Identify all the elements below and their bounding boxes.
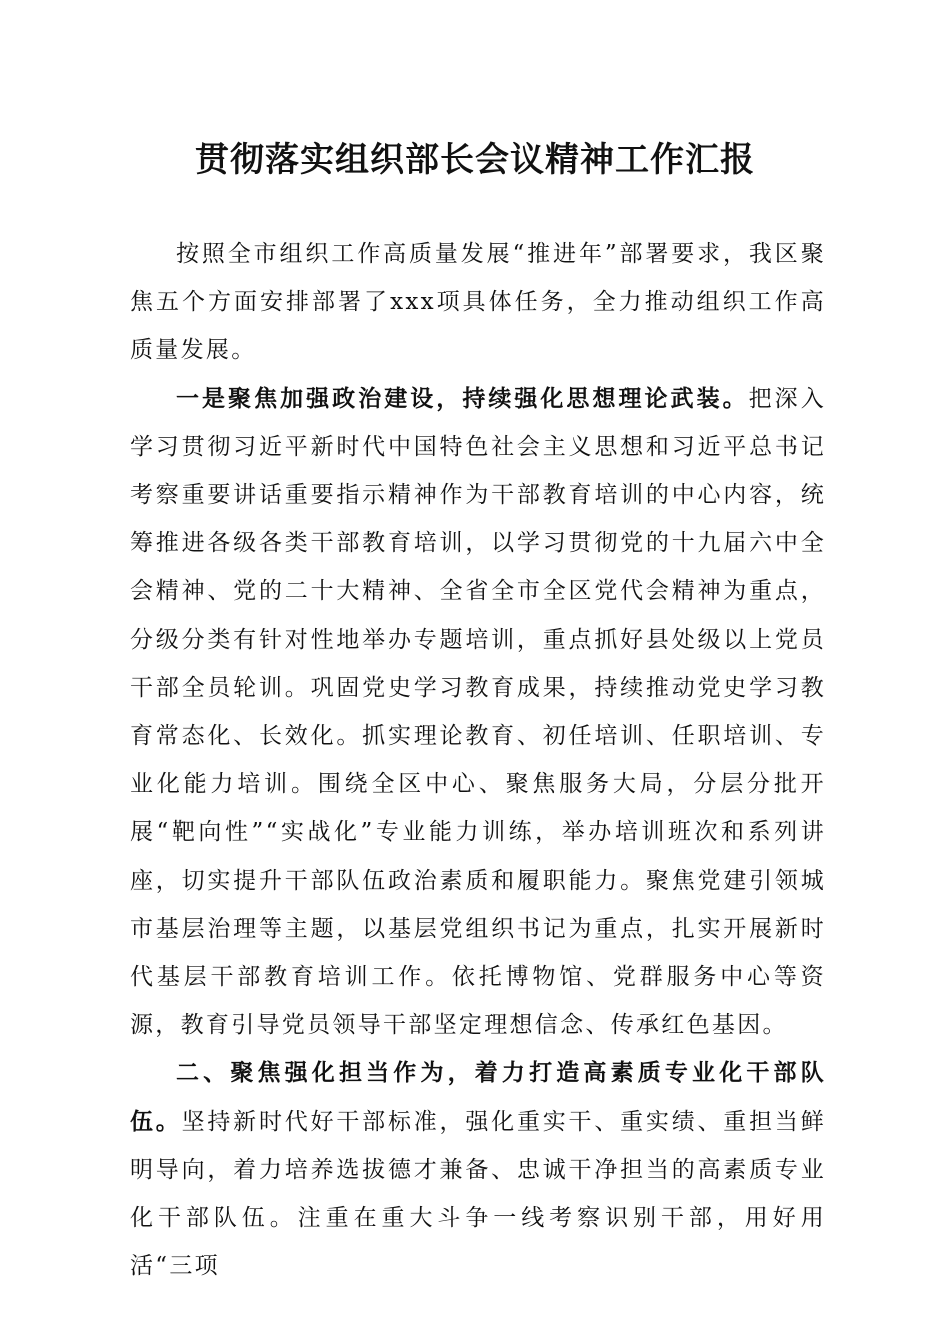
intro-paragraph [130, 230, 826, 375]
document-title: 贯彻落实组织部长会议精神工作汇报 [195, 140, 755, 180]
document-body [130, 230, 826, 1290]
section-two-heading: 二、聚焦强化担当作为，着力打造高素质专业化干部队伍。 [130, 1059, 826, 1135]
section-one-text: 把深入学习贯彻习近平新时代中国特色社会主义思想和习近平总书记考察重要讲话重要指示精神作为干部教育培训的中心内容，统筹推进各级各类干部教育培训，以学习贯彻党的十九届六中全会精神、党的二十大精神、全省全市全区党代会精神为重点，分级分类有针对性地举办专题培训，重点抓好县处级以上党员干部全员轮训。巩固党史学习教育成果，持续推动党史学习教育常态化、长效化。抓实理论教育、初任培训、任职培训、专业化能力培训。围绕全区中心、聚焦服务大局，分层分批开展“靶向性”“实战化”专业能力训练，举办培训班次和系列讲座，切实提升干部队伍政治素质和履职能力。聚焦党建引领城市基层治理等主题，以基层党组织书记为重点，扎实开展新时代基层干部教育培训工作。依托博物馆、党群服务中心等资源，教育引导党员领导干部坚定理想信念、传承红色基因。 [130, 385, 826, 1039]
section-two-paragraph [130, 1049, 826, 1290]
section-one-paragraph [130, 375, 826, 1050]
section-two-text: 坚持新时代好干部标准，强化重实干、重实绩、重担当鲜明导向，着力培养选拔德才兼备、忠诚干净担当的高素质专业化干部队伍。注重在重大斗争一线考察识别干部，用好用活“三项 [130, 1108, 826, 1280]
section-one-heading: 一是聚焦加强政治建设，持续强化思想理论武装。 [176, 384, 749, 412]
intro-paragraph-text: 按照全市组织工作高质量发展“推进年”部署要求，我区聚焦五个方面安排部署了xxx项具体任务，全力推动组织工作高质量发展。 [130, 241, 826, 364]
